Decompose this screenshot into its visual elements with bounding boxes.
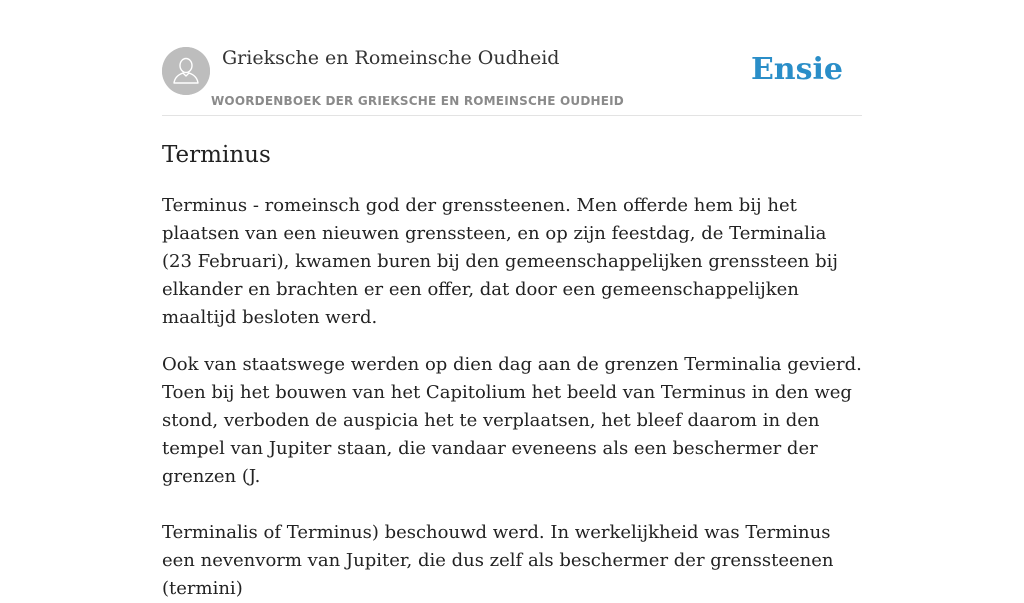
entry-title: Terminus	[162, 142, 271, 168]
entry-content	[162, 140, 862, 603]
source-header	[162, 45, 862, 116]
entry-paragraph: Terminalis of Terminus) beschouwd werd. In werkelijkheid was Terminus een nevenvorm van Jupiter, die dus zelf als beschermer der grenssteenen (termini)	[162, 522, 834, 599]
entry-paragraph: Ook van staatswege werden op dien dag aan de grenzen Terminalia gevierd. Toen bij het bouwen van het Capitolium het beeld van Terminus in den weg stond, verboden de auspicia het te verplaatsen, het bleef daarom in den tempel van Jupiter staan, die vandaar eveneens als een beschermer der grenzen (J.	[162, 354, 862, 487]
user-icon[interactable]	[162, 47, 210, 95]
user-icon-graphic	[162, 47, 210, 95]
entry-paragraph: Terminus - romeinsch god der grenssteenen. Men offerde hem bij het plaatsen van een nieuwen grenssteen, en op zijn feestdag, de Terminalia (23 Februari), kwamen buren bij den gemeenschappelijken grenssteen bij elkander en brachten er een offer, dat door een gemeenschappelijken maaltijd besloten werd.	[162, 195, 838, 328]
source-subtitle: WOORDENBOEK DER GRIEKSCHE EN ROMEINSCHE OUDHEID	[211, 94, 624, 108]
ensie-logo[interactable]: Ensie	[750, 52, 843, 87]
source-title-link[interactable]: Grieksche en Romeinsche Oudheid	[222, 47, 560, 69]
